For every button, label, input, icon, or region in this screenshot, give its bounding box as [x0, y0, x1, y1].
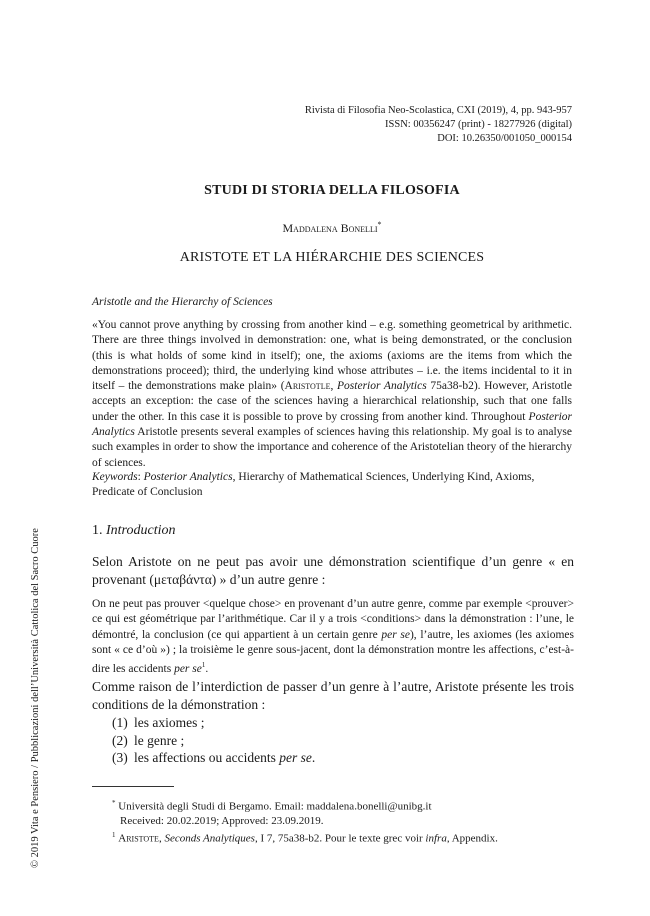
author-footnote-mark: * [377, 220, 382, 229]
body-paragraph-1: Selon Aristote on ne peut pas avoir une démonstration scientifique d’un genre « en provenant (μεταβάντα) » d’un autre genre : [92, 554, 574, 587]
conditions-list [112, 714, 315, 767]
quote-italic: per se [174, 663, 202, 676]
body-paragraph-2: Comme raison de l’interdiction de passer d’un genre à l’autre, Aristote présente les trois conditions de la démonstration : [92, 679, 574, 712]
list-end: . [311, 750, 316, 765]
list-number: (3) [112, 750, 128, 765]
section-title: STUDI DI STORIA DELLA FILOSOFIA [204, 183, 460, 198]
keywords-rest: , Hierarchy of Mathematical Sciences, Underlying Kind, Axioms, Predicate of Conclusion [92, 471, 535, 499]
section-number: 1. [92, 523, 106, 538]
list-number: (2) [112, 732, 128, 748]
footnote-mark: * [112, 799, 116, 807]
abstract-work-title: Posterior Analytics [92, 410, 572, 439]
list-text: les axiomes ; [134, 715, 205, 730]
abstract-work-title: Posterior Analytics [337, 380, 427, 393]
abstract-part: Aristotle presents several examples of sciences having this relationship. My goal is to analyse such examples in order to show the importance and coherence of the Aristotelian theory of the hierarchy of sciences. [92, 426, 572, 469]
list-text: le genre ; [134, 732, 185, 748]
keywords [92, 470, 572, 501]
abstract-part: «You cannot prove anything by crossing from another kind – e.g. something geometrical by arithmetic. There are three things involved in demonstration: one, what is being demonstrated, or the conclusion (this is what holds of some kind in itself); one, the axioms (axioms are the items from which the demonstrations proceed); third, the underlying kind whose attributes – i.e. the items incidental to it in itself – the demonstrations make plain» ( [92, 319, 572, 393]
quote-part: . [205, 663, 209, 676]
footnote-mark: 1 [112, 831, 116, 839]
footnote-part: , I 7, 75a38-b2. Pour le texte grec voir [254, 832, 426, 845]
footnote-ref[interactable]: 1 [201, 661, 206, 670]
author-line [0, 220, 650, 236]
footnote-part: , Appendix. [446, 832, 498, 845]
footnote-work-title: Seconds Analytiques [164, 832, 255, 845]
list-item [112, 749, 315, 767]
list-item [112, 732, 315, 750]
footnote-part: , [158, 832, 165, 845]
abstract-part: 75a38-b2). However, Aristotle accepts an exception: the case of the sciences having a hierarchical relationship, such that one falls under the other. In this case it is possible to prove by crossing from another kind. Throughout [92, 380, 573, 423]
journal-issn: ISSN: 00356247 (print) - 18277926 (digital) [385, 119, 572, 130]
journal-header [305, 104, 572, 146]
footnote-affiliation: Università degli Studi di Bergamo. Email: maddalena.bonelli@unibg.it [118, 800, 432, 813]
abstract-part: , [330, 380, 338, 393]
keywords-label: Keywords [92, 471, 138, 483]
abstract-title: Aristotle and the Hierarchy of Sciences [92, 296, 273, 308]
abstract-author-ref: Aristotle [284, 380, 331, 393]
keyword-term: Posterior Analytics [143, 471, 233, 483]
section-heading [92, 523, 175, 539]
footnote-author-line [112, 796, 572, 814]
quote-part: ), l’autre, les axiomes (les axiomes sont « ce d’où ») ; la troisième le genre sous-jacent, dont la démonstration montre les affections, c’est-à-dire les accidents [92, 628, 574, 676]
author-name: Maddalena Bonelli [282, 221, 378, 235]
keywords-separator: : [137, 471, 144, 483]
list-text: les affections ou accidents [134, 750, 280, 765]
quote-part: On ne peut pas prouver <quelque chose> en provenant d’un autre genre, comme par exemple <prouver> ce qui est géométrique par l’arithmétique. Car il y a trois <conditions> dans la démonstration : l’une, le démontré, la conclusion (ce qui appartient à un certain genre [92, 598, 574, 641]
quote-italic: per se [381, 628, 410, 641]
list-number: (1) [112, 715, 128, 730]
journal-citation: Rivista di Filosofia Neo-Scolastica, CXI (2019), 4, pp. 943-957 [304, 105, 572, 116]
copyright-sidebar: © 2019 Vita e Pensiero / Pubblicazioni dell’Università Cattolica del Sacro Cuore [30, 528, 41, 868]
footnote-dates: Received: 20.02.2019; Approved: 23.09.2019. [120, 815, 324, 828]
footnote-separator [92, 786, 174, 787]
list-item [112, 714, 315, 732]
abstract-text [92, 318, 572, 471]
footnote-italic: infra [425, 832, 447, 845]
footnote-author-ref: Aristote [118, 832, 159, 845]
paper-title: ARISTOTE ET LA HIÉRARCHIE DES SCIENCES [179, 250, 485, 265]
block-quote [92, 597, 574, 677]
footnote-author [112, 796, 572, 829]
footnote-1 [112, 828, 572, 846]
journal-doi: DOI: 10.26350/001050_000154 [437, 133, 572, 144]
list-italic: per se [279, 750, 312, 765]
section-heading-title: Introduction [106, 523, 176, 538]
